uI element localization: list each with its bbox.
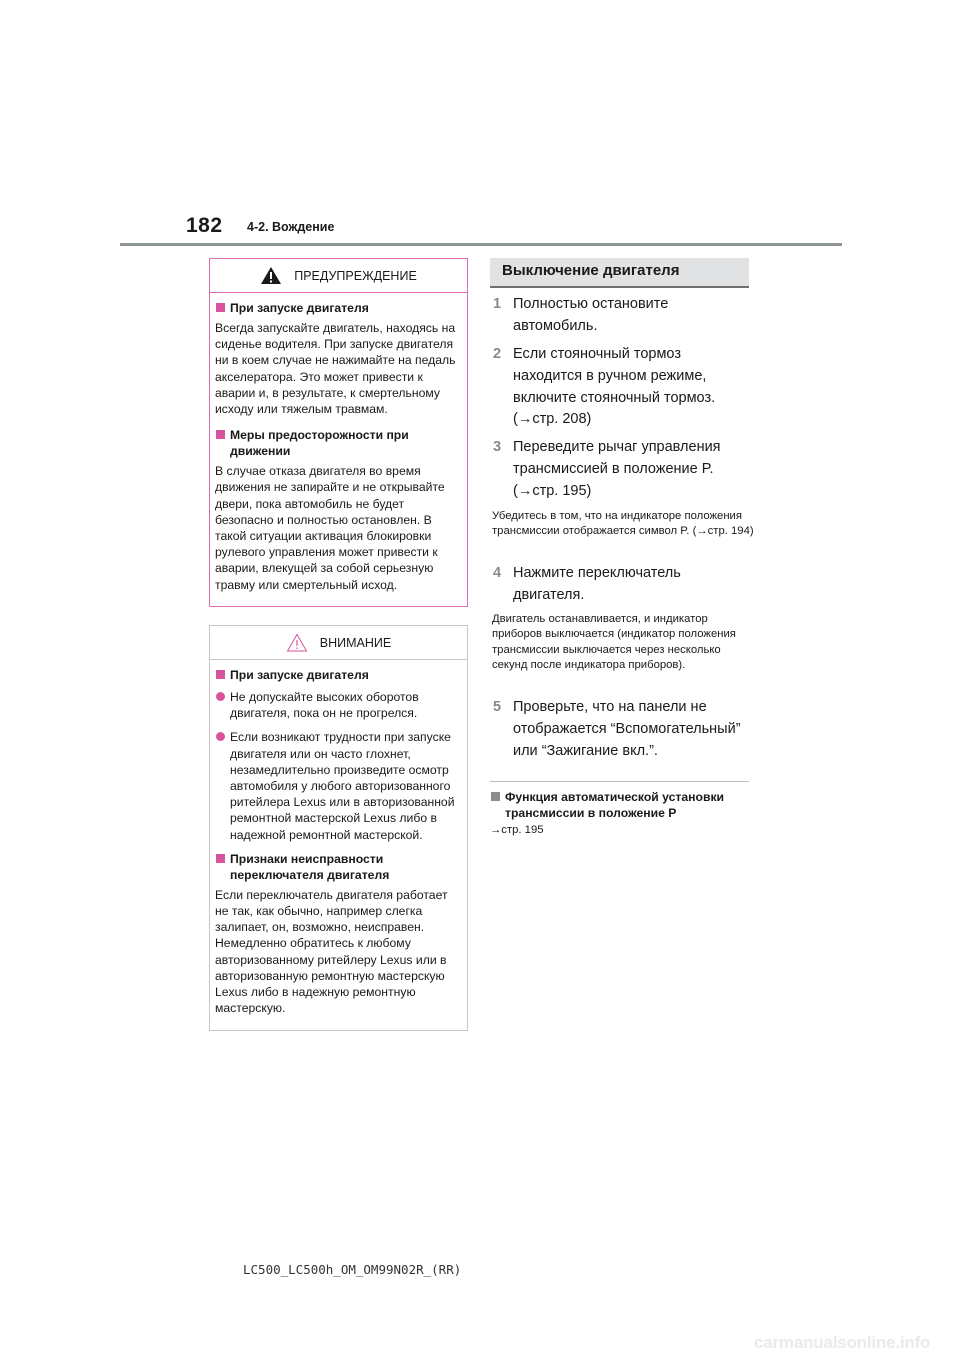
divider [490,781,749,782]
square-bullet-icon [216,303,225,312]
square-bullet-icon [216,430,225,439]
step-3: 3 Переведите рычаг управления трансмиссией в положение P. (→стр. 195) [493,439,721,499]
square-bullet-icon [491,792,500,801]
warning-triangle-icon [260,266,282,285]
auto-p-reference: →стр. 195 [490,824,544,836]
document-code: LC500_LC500h_OM_OM99N02R_(RR) [243,1262,462,1277]
step-4: 4 Нажмите переключатель двигателя. [493,565,681,603]
caution-heading-switch: Признаки неисправности переключателя двигателя [215,851,461,883]
caution-bullet: Если возникают трудности при запуске двигателя или он часто глохнет, незамедлительно произведите осмотр автомобиля у любого авторизованного ритейлера Lexus или в авторизованной ремонтной мастерской Lexus либо в надежной ремонтной мастерской. [215,729,461,842]
section-heading: Выключение двигателя [490,258,749,288]
square-bullet-icon [216,854,225,863]
header-divider [120,243,842,246]
caution-bullet: Не допускайте высоких оборотов двигателя, пока он не прогрелся. [215,689,461,721]
page-number: 182 [186,214,223,237]
step-4-note: Двигатель останавливается, и индикатор приборов выключается (индикатор положения трансмиссии выключается через несколько секунд после индикатора приборов). [492,613,736,672]
warning-text-start: Всегда запускайте двигатель, находясь на сиденье водителя. При запуске двигателя ни в коем случае не нажимайте на педаль акселератора. Это может привести к аварии и, в результате, к смертельному исходу или тяжелым травмам. [215,321,456,417]
warning-title: ПРЕДУПРЕЖДЕНИЕ [294,268,417,283]
caution-box [209,625,468,1031]
caution-text-switch: Если переключатель двигателя работает не так, как обычно, например слегка залипает, он, возможно, неисправен. Немедленно обратитесь к любому авторизованному ритейлеру Lexus или в авторизованную ремонтную мастерскую Lexus либо в надежную ремонтную мастерскую. [215,887,448,1016]
section-title: 4-2. Вождение [247,220,335,234]
warning-heading-start: При запуске двигателя [215,300,461,316]
auto-p-heading: Функция автоматической установки трансмиссии в положение P [490,789,752,821]
caution-header [210,626,467,660]
caution-triangle-icon [286,633,308,652]
warning-heading-driving: Меры предосторожности при движении [215,427,461,459]
warning-text-driving: В случае отказа двигателя во время движения не запирайте и не открывайте двери, пока автомобиль не будет безопасно и полностью остановлен. В такой ситуации активация блокировки рулевого управления может привести к аварии, влекущей за собой серьезную травму или смертельный исход. [215,464,445,592]
step-1: 1 Полностью остановите автомобиль. [493,296,669,334]
round-bullet-icon [216,692,225,701]
square-bullet-icon [216,670,225,679]
watermark: carmanualsonline.info [754,1333,931,1352]
caution-heading-start: При запуске двигателя [215,667,461,683]
step-5: 5 Проверьте, что на панели не отображается “Вспомогательный” или “Зажигание вкл.”. [493,699,741,759]
warning-header [210,259,467,293]
step-3-note: Убедитесь в том, что на индикаторе положения трансмиссии отображается символ P. (→стр. 194) [492,510,754,538]
warning-box [209,258,468,607]
caution-title: ВНИМАНИЕ [319,635,392,650]
step-2: 2 Если стояночный тормоз находится в ручном режиме, включите стояночный тормоз. (→стр. 208) [493,346,716,428]
round-bullet-icon [216,732,225,741]
